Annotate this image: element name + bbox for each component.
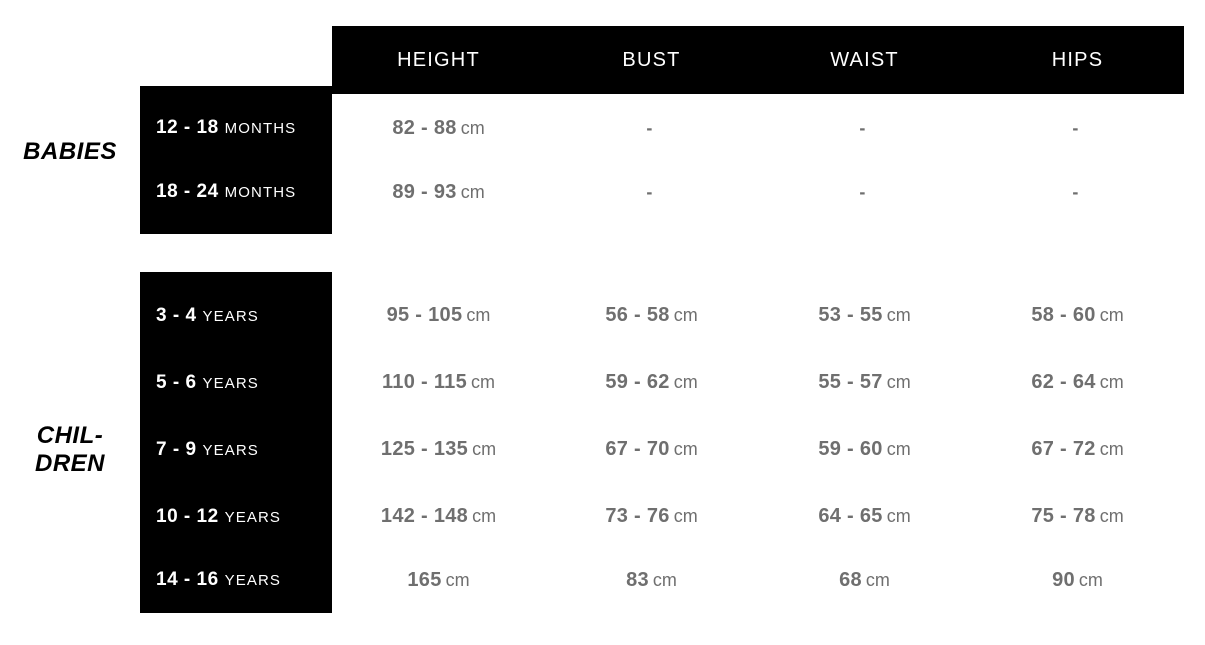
- height-value: 110 - 115: [381, 371, 467, 393]
- waist-unit: cm: [886, 439, 911, 459]
- height-cell: [332, 371, 545, 394]
- size-number: 14 - 16: [156, 569, 219, 590]
- hips-value: -: [1072, 181, 1079, 202]
- waist-value: 64 - 65: [818, 505, 883, 527]
- waist-cell: [758, 505, 971, 528]
- waist-value: -: [859, 181, 866, 202]
- size-unit: YEARS: [224, 572, 282, 589]
- bust-cell: [545, 438, 758, 461]
- height-unit: cm: [466, 305, 491, 325]
- table-row: [140, 349, 1184, 416]
- height-value: 165: [407, 568, 442, 591]
- bust-value: 59 - 62: [605, 371, 670, 393]
- size-number: 10 - 12: [156, 505, 219, 527]
- bust-cell: [545, 182, 758, 203]
- bust-value: 83: [626, 568, 649, 591]
- hips-cell: [971, 505, 1184, 528]
- size-number: 12 - 18: [156, 117, 219, 138]
- hips-value: 75 - 78: [1031, 505, 1096, 527]
- height-cell: [332, 304, 545, 327]
- bust-value: -: [646, 181, 653, 202]
- bust-value: 56 - 58: [605, 304, 670, 326]
- hips-cell: [971, 304, 1184, 327]
- height-cell: [332, 438, 545, 461]
- height-cell: [332, 181, 545, 204]
- waist-cell: [758, 569, 971, 592]
- waist-value: 55 - 57: [818, 371, 883, 393]
- bust-cell: [545, 304, 758, 327]
- column-header-hips: HIPS: [1051, 48, 1104, 71]
- height-unit: cm: [471, 372, 495, 392]
- size-unit: MONTHS: [224, 120, 297, 137]
- height-cell: [332, 505, 545, 528]
- bust-cell: [545, 569, 758, 592]
- waist-cell: [758, 371, 971, 394]
- height-value: 125 - 135: [380, 438, 469, 460]
- table-row: [140, 416, 1184, 483]
- hips-cell: [971, 438, 1184, 461]
- group-label-babies: BABIES: [23, 138, 117, 165]
- hips-cell: [971, 118, 1184, 139]
- hips-unit: cm: [1078, 569, 1103, 590]
- height-value: 142 - 148: [380, 505, 469, 527]
- hips-cell: [971, 182, 1184, 203]
- waist-unit: cm: [865, 569, 890, 590]
- bust-value: 73 - 76: [605, 505, 670, 527]
- hips-value: 67 - 72: [1031, 438, 1096, 460]
- hips-unit: cm: [1099, 305, 1124, 325]
- column-header-bust: BUST: [622, 48, 681, 71]
- size-cell: [140, 305, 332, 327]
- height-unit: cm: [445, 569, 470, 590]
- hips-value: 90: [1052, 568, 1075, 591]
- size-unit: YEARS: [224, 508, 282, 526]
- bust-cell: [545, 505, 758, 528]
- height-unit: cm: [460, 117, 485, 138]
- hips-unit: cm: [1099, 439, 1124, 459]
- bust-unit: cm: [673, 305, 698, 325]
- hips-cell: [971, 371, 1184, 394]
- height-unit: cm: [460, 181, 485, 202]
- size-cell: [140, 117, 332, 139]
- waist-cell: [758, 304, 971, 327]
- waist-cell: [758, 182, 971, 203]
- group-label-children: [0, 422, 140, 477]
- bust-unit: cm: [673, 506, 698, 526]
- waist-unit: cm: [886, 305, 911, 325]
- height-value: 95 - 105: [386, 304, 463, 326]
- size-cell: [140, 439, 332, 461]
- waist-cell: [758, 118, 971, 139]
- hips-unit: cm: [1099, 506, 1124, 526]
- waist-value: 59 - 60: [818, 438, 883, 460]
- waist-unit: cm: [886, 506, 911, 526]
- column-header-height: HEIGHT: [397, 48, 480, 71]
- bust-value: 67 - 70: [605, 438, 670, 460]
- bust-cell: [545, 118, 758, 139]
- table-header-row: [332, 26, 1184, 94]
- height-cell: [332, 569, 545, 592]
- hips-value: 62 - 64: [1031, 371, 1096, 393]
- size-number: 3 - 4: [156, 304, 197, 326]
- size-number: 18 - 24: [156, 181, 219, 202]
- bust-unit: cm: [652, 569, 677, 590]
- waist-cell: [758, 438, 971, 461]
- table-row: [140, 550, 1184, 610]
- group-label-children-line2: DREN: [34, 449, 105, 477]
- height-value: 89 - 93: [392, 180, 457, 203]
- hips-value: 58 - 60: [1031, 304, 1096, 326]
- size-unit: YEARS: [202, 307, 259, 325]
- waist-value: 68: [839, 568, 862, 591]
- table-row: [140, 483, 1184, 550]
- size-cell: [140, 372, 332, 394]
- height-unit: cm: [472, 506, 497, 526]
- table-row: [140, 96, 1184, 160]
- size-unit: MONTHS: [224, 184, 297, 201]
- bust-unit: cm: [673, 439, 698, 459]
- size-unit: YEARS: [202, 441, 259, 459]
- hips-cell: [971, 569, 1184, 592]
- height-value: 82 - 88: [392, 116, 457, 139]
- height-unit: cm: [472, 439, 497, 459]
- bust-cell: [545, 371, 758, 394]
- group-label-children-line1: CHIL-: [36, 422, 104, 449]
- bust-unit: cm: [673, 372, 698, 392]
- table-row: [140, 282, 1184, 349]
- size-unit: YEARS: [202, 374, 259, 392]
- waist-value: 53 - 55: [818, 304, 883, 326]
- size-number: 7 - 9: [156, 438, 197, 460]
- hips-unit: cm: [1099, 372, 1124, 392]
- size-cell: [140, 181, 332, 203]
- hips-value: -: [1072, 117, 1079, 138]
- size-number: 5 - 6: [156, 371, 197, 393]
- height-cell: [332, 117, 545, 140]
- size-cell: [140, 569, 332, 591]
- waist-unit: cm: [886, 372, 911, 392]
- column-header-waist: WAIST: [830, 48, 899, 71]
- bust-value: -: [646, 117, 653, 138]
- size-cell: [140, 506, 332, 528]
- table-row: [140, 160, 1184, 224]
- waist-value: -: [859, 117, 866, 138]
